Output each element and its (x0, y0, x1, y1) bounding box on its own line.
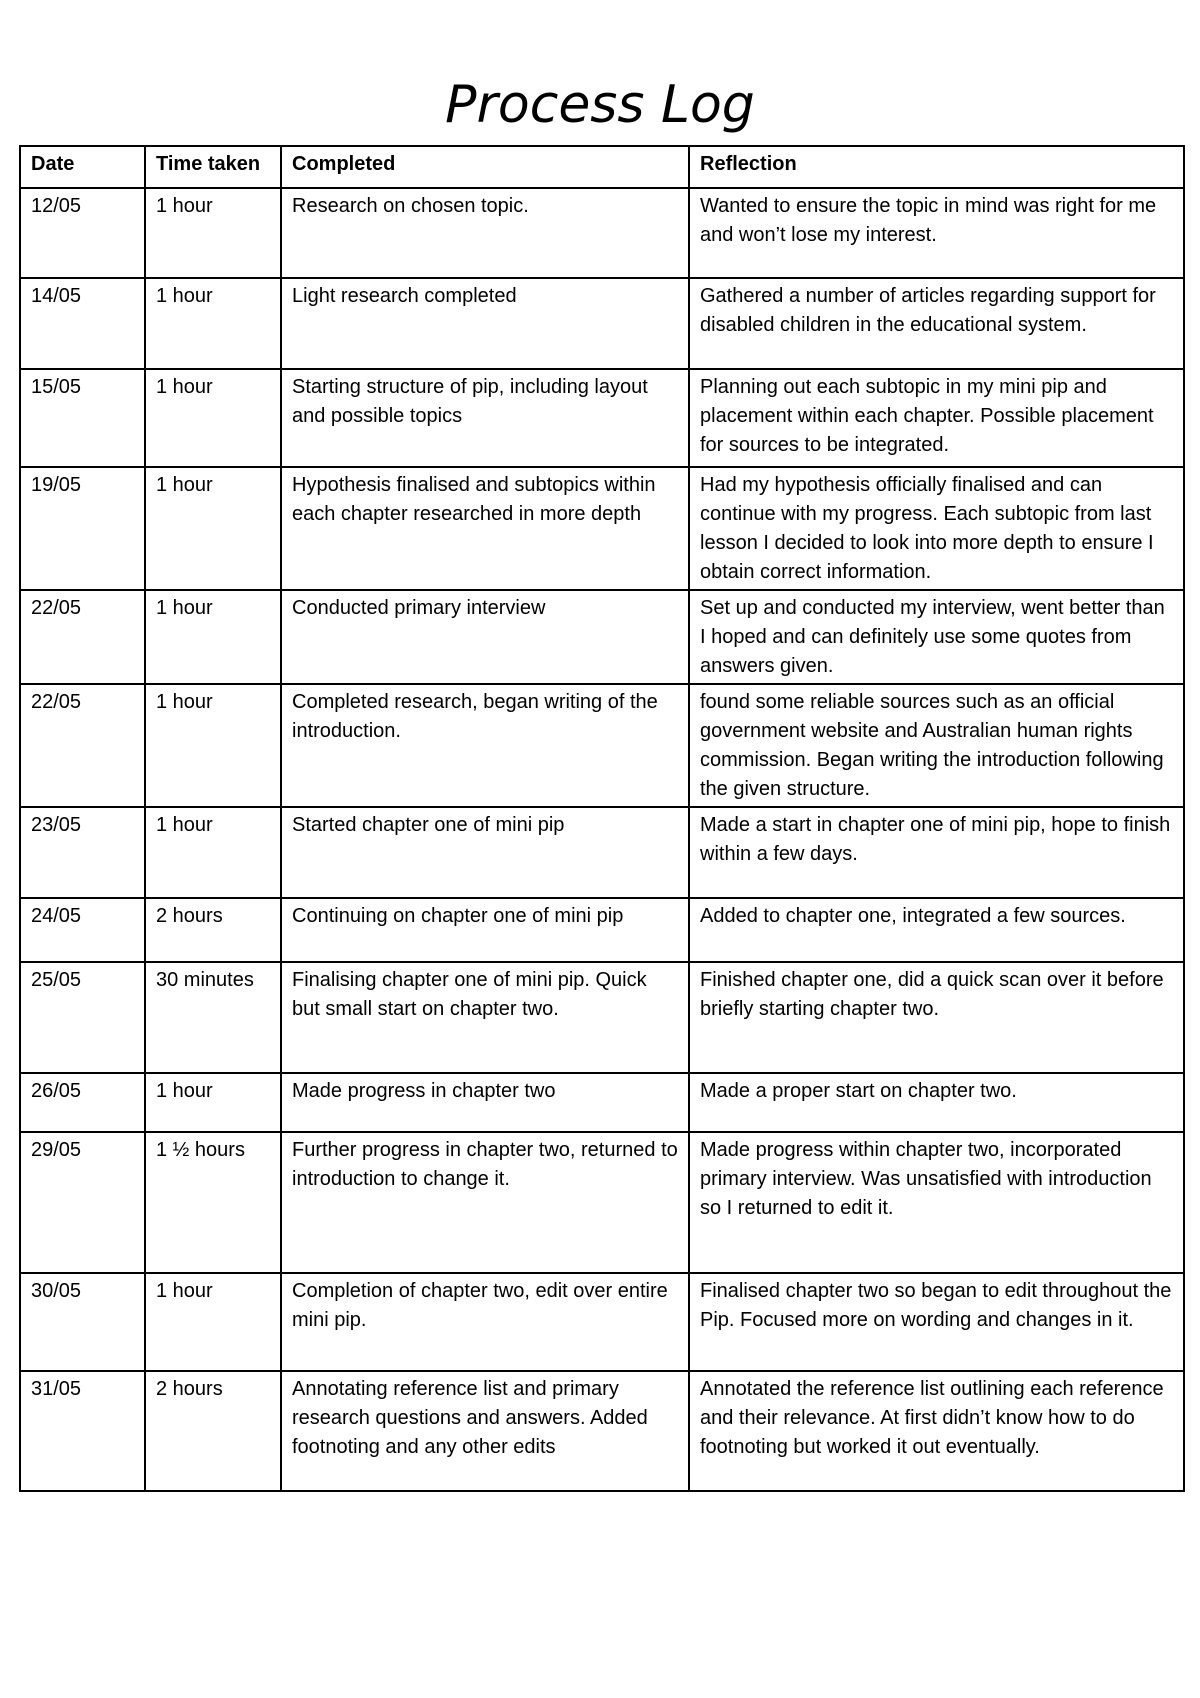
cell-date: 30/05 (20, 1273, 145, 1371)
cell-reflection: Annotated the reference list outlining each reference and their relevance. At first didn’t know how to do footnoting but worked it out eventually. (689, 1371, 1184, 1491)
cell-date: 29/05 (20, 1132, 145, 1273)
cell-date: 12/05 (20, 188, 145, 278)
cell-completed: Started chapter one of mini pip (281, 807, 689, 898)
cell-date: 25/05 (20, 962, 145, 1073)
table-row (20, 278, 1184, 369)
page-title: Process Log (445, 75, 755, 135)
cell-reflection: Wanted to ensure the topic in mind was right for me and won’t lose my interest. (689, 188, 1184, 278)
cell-time-taken: 1 hour (145, 467, 281, 590)
cell-reflection: Finished chapter one, did a quick scan over it before briefly starting chapter two. (689, 962, 1184, 1073)
table-row (20, 898, 1184, 962)
cell-time-taken: 1 hour (145, 188, 281, 278)
cell-reflection: Made a start in chapter one of mini pip, hope to finish within a few days. (689, 807, 1184, 898)
cell-completed: Made progress in chapter two (281, 1073, 689, 1132)
cell-date: 19/05 (20, 467, 145, 590)
cell-date: 24/05 (20, 898, 145, 962)
cell-reflection: Gathered a number of articles regarding support for disabled children in the educational system. (689, 278, 1184, 369)
table-row (20, 467, 1184, 590)
cell-completed: Research on chosen topic. (281, 188, 689, 278)
cell-reflection: Finalised chapter two so began to edit throughout the Pip. Focused more on wording and changes in it. (689, 1273, 1184, 1371)
table-row (20, 590, 1184, 684)
cell-completed: Annotating reference list and primary research questions and answers. Added footnoting and any other edits (281, 1371, 689, 1491)
cell-completed: Finalising chapter one of mini pip. Quick but small start on chapter two. (281, 962, 689, 1073)
cell-date: 15/05 (20, 369, 145, 467)
cell-date: 22/05 (20, 684, 145, 807)
cell-completed: Hypothesis finalised and subtopics within each chapter researched in more depth (281, 467, 689, 590)
cell-time-taken: 1 hour (145, 369, 281, 467)
cell-reflection: found some reliable sources such as an official government website and Australian human rights commission. Began writing the introduction following the given structure. (689, 684, 1184, 807)
table-row (20, 962, 1184, 1073)
table-row (20, 1132, 1184, 1273)
cell-date: 26/05 (20, 1073, 145, 1132)
cell-completed: Continuing on chapter one of mini pip (281, 898, 689, 962)
cell-reflection: Set up and conducted my interview, went better than I hoped and can definitely use some quotes from answers given. (689, 590, 1184, 684)
cell-reflection: Had my hypothesis officially finalised and can continue with my progress. Each subtopic from last lesson I decided to look into more depth to ensure I obtain correct information. (689, 467, 1184, 590)
cell-completed: Conducted primary interview (281, 590, 689, 684)
cell-time-taken: 1 hour (145, 1073, 281, 1132)
cell-date: 22/05 (20, 590, 145, 684)
cell-time-taken: 1 hour (145, 278, 281, 369)
cell-completed: Further progress in chapter two, returned to introduction to change it. (281, 1132, 689, 1273)
cell-time-taken: 1 hour (145, 807, 281, 898)
cell-time-taken: 1 hour (145, 590, 281, 684)
table-row (20, 1073, 1184, 1132)
cell-time-taken: 2 hours (145, 898, 281, 962)
cell-completed: Completed research, began writing of the introduction. (281, 684, 689, 807)
cell-date: 23/05 (20, 807, 145, 898)
table-row (20, 1371, 1184, 1491)
column-header-date: Date (20, 146, 145, 188)
cell-reflection: Made a proper start on chapter two. (689, 1073, 1184, 1132)
column-header-completed: Completed (281, 146, 689, 188)
column-header-time-taken: Time taken (145, 146, 281, 188)
table-row (20, 188, 1184, 278)
cell-time-taken: 30 minutes (145, 962, 281, 1073)
cell-time-taken: 1 ½ hours (145, 1132, 281, 1273)
cell-completed: Completion of chapter two, edit over entire mini pip. (281, 1273, 689, 1371)
table-row (20, 369, 1184, 467)
cell-completed: Starting structure of pip, including layout and possible topics (281, 369, 689, 467)
cell-date: 31/05 (20, 1371, 145, 1491)
process-log-table (19, 145, 1185, 1492)
cell-time-taken: 2 hours (145, 1371, 281, 1491)
cell-time-taken: 1 hour (145, 684, 281, 807)
cell-date: 14/05 (20, 278, 145, 369)
table-row (20, 1273, 1184, 1371)
cell-time-taken: 1 hour (145, 1273, 281, 1371)
table-row (20, 807, 1184, 898)
cell-completed: Light research completed (281, 278, 689, 369)
table-row (20, 684, 1184, 807)
cell-reflection: Made progress within chapter two, incorporated primary interview. Was unsatisfied with introduction so I returned to edit it. (689, 1132, 1184, 1273)
cell-reflection: Added to chapter one, integrated a few sources. (689, 898, 1184, 962)
table-header-row (20, 146, 1184, 188)
column-header-reflection: Reflection (689, 146, 1184, 188)
cell-reflection: Planning out each subtopic in my mini pip and placement within each chapter. Possible placement for sources to be integrated. (689, 369, 1184, 467)
